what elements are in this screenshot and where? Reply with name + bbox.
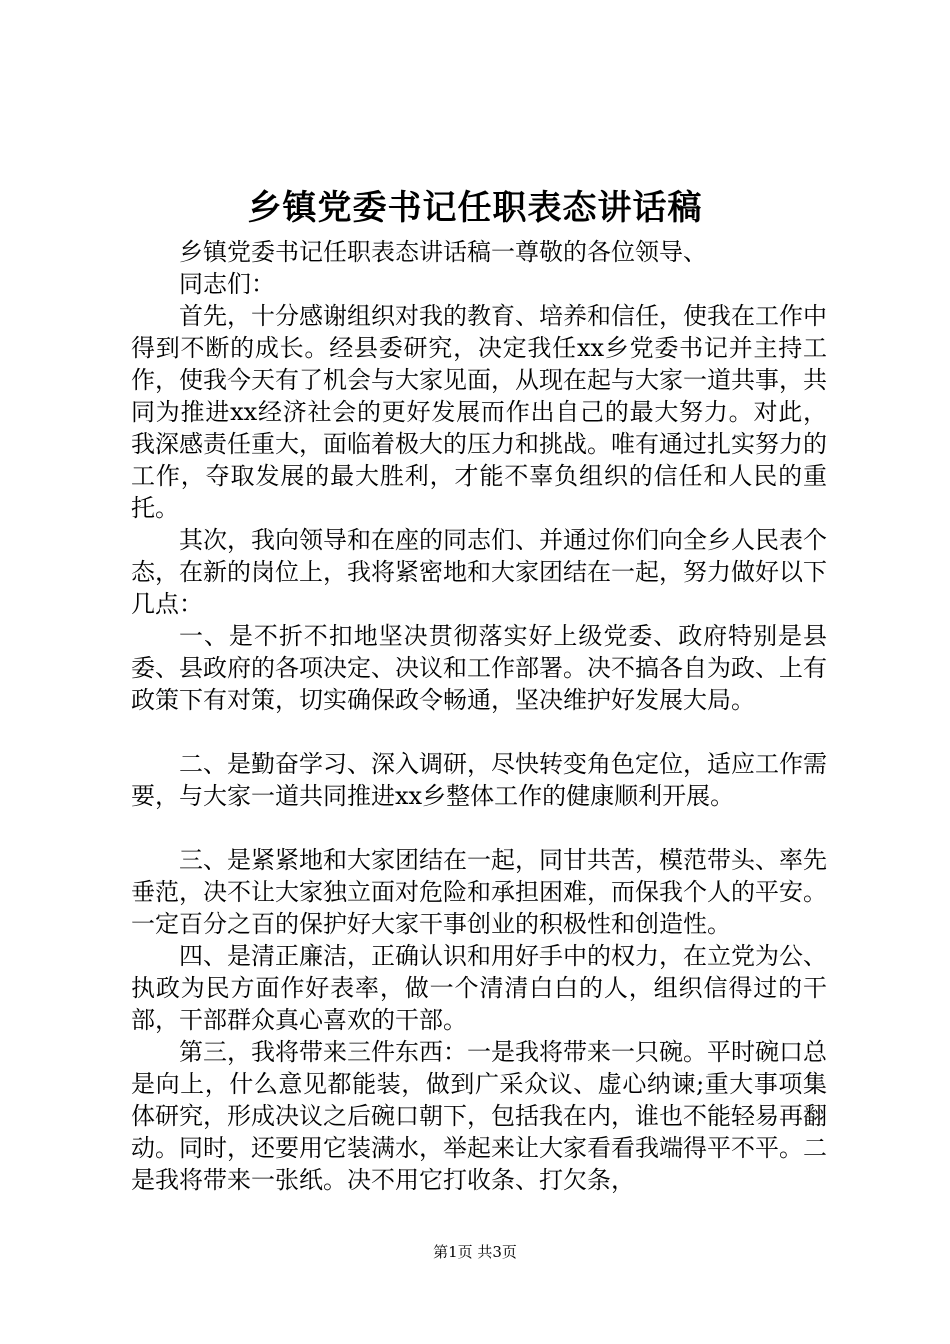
paragraph-third: 第三，我将带来三件东西：一是我将带来一只碗。平时碗口总是向上，什么意见都能装，做到广采众议、虚心纳谏;重大事项集体研究，形成决议之后碗口朝下，包括我在内，谁也不能轻易再翻动。同时，还要用它装满水，举起来让大家看看我端得平不平。二是我将带来一张纸。决不用它打收条、打欠条， xyxy=(131,1038,827,1194)
paragraph-point-three: 三、是紧紧地和大家团结在一起，同甘共苦，模范带头、率先垂范，决不让大家独立面对危险和承担困难，而保我个人的平安。一定百分之百的保护好大家干事创业的积极性和创造性。 xyxy=(131,846,827,938)
paragraph-first: 首先，十分感谢组织对我的教育、培养和信任，使我在工作中得到不断的成长。经县委研究，决定我任xx乡党委书记并主持工作，使我今天有了机会与大家见面，从现在起与大家一道共事，共同为推进xx经济社会的更好发展而作出自己的最大努力。对此，我深感责任重大，面临着极大的压力和挑战。唯有通过扎实努力的工作，夺取发展的最大胜利，才能不辜负组织的信任和人民的重托。 xyxy=(131,302,827,522)
paragraph-second: 其次，我向领导和在座的同志们、并通过你们向全乡人民表个态，在新的岗位上，我将紧密地和大家团结在一起，努力做好以下几点： xyxy=(131,526,827,618)
paragraph-salutation: 同志们： xyxy=(179,270,275,298)
document-body xyxy=(131,236,827,1196)
document-title: 乡镇党委书记任职表态讲话稿 xyxy=(247,188,703,228)
paragraph-point-two: 二、是勤奋学习、深入调研，尽快转变角色定位，适应工作需要，与大家一道共同推进xx乡整体工作的健康顺利开展。 xyxy=(131,750,827,810)
page-footer: 第1页 共3页 xyxy=(433,1243,517,1261)
paragraph-greeting: 乡镇党委书记任职表态讲话稿一尊敬的各位领导、 xyxy=(179,238,707,266)
paragraph-point-one: 一、是不折不扣地坚决贯彻落实好上级党委、政府特别是县委、县政府的各项决定、决议和工作部署。决不搞各自为政、上有政策下有对策，切实确保政令畅通，坚决维护好发展大局。 xyxy=(131,622,827,714)
paragraph-point-four: 四、是清正廉洁，正确认识和用好手中的权力，在立党为公、执政为民方面作好表率，做一个清清白白的人，组织信得过的干部，干部群众真心喜欢的干部。 xyxy=(131,942,827,1034)
